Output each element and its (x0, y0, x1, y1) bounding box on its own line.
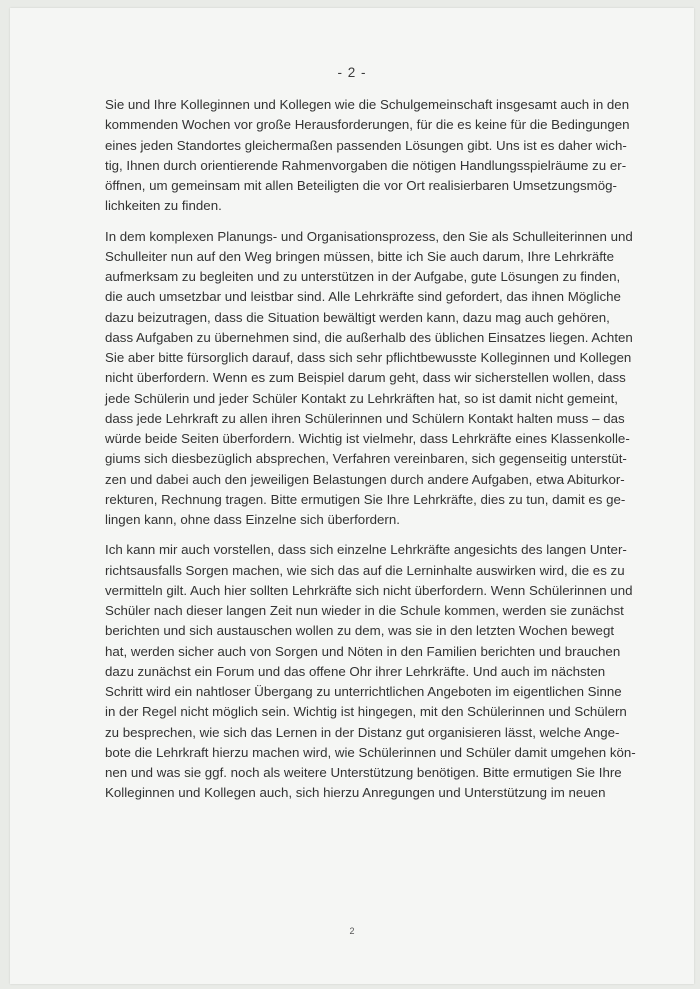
page-header-marker: - 2 - (337, 65, 367, 80)
text-line: zen und dabei auch den jeweiligen Belastungen durch andere Aufgaben, etwa Abiturkor- (105, 471, 625, 487)
text-line: nen und was sie ggf. noch als weitere Unterstützung benötigen. Bitte ermutigen Sie Ihre (105, 765, 622, 780)
document-page (10, 8, 694, 984)
page-footer-number: 2 (349, 926, 355, 936)
text-line: würde beide Seiten überfordern. Wichtig ist vielmehr, dass Lehrkräfte eines Klassenkolle- (105, 431, 630, 446)
text-line: dass jede Lehrkraft zu allen ihren Schülerinnen und Schülern Kontakt halten muss – das (105, 410, 625, 426)
paragraph-2 (105, 227, 640, 531)
text-line: Kolleginnen und Kollegen auch, sich hierzu Anregungen und Unterstützung im neuen (105, 785, 606, 801)
text-line: hat, werden sicher auch von Sorgen und Nöten in den Familien berichten und brauchen (105, 643, 621, 659)
text-line: bote die Lehrkraft hierzu machen wird, wie Schülerinnen und Schüler damit umgehen kön- (105, 744, 636, 760)
text-line: zu besprechen, wie sich das Lernen in der Distanz gut organisieren lässt, welche Ange- (105, 724, 620, 740)
text-line: Schulleiter nun auf den Weg bringen müssen, bitte ich Sie auch darum, Ihre Lehrkräfte (105, 248, 615, 264)
text-line: öffnen, um gemeinsam mit allen Beteiligten die vor Ort realisierbaren Umsetzungsmög- (105, 178, 617, 193)
paragraph-1 (105, 95, 640, 217)
text-line: tig, Ihnen durch orientierende Rahmenvorgaben die nötigen Handlungsspielräume zu er- (105, 157, 627, 173)
letter-body (105, 95, 640, 814)
text-line: jede Schülerin und jeder Schüler Kontakt zu Lehrkräften hat, so ist damit nicht gemeint, (105, 390, 618, 406)
text-line: richtsausfalls Sorgen machen, wie sich das auf die Lerninhalte auswirken wird, die es zu (105, 562, 625, 578)
text-line: Schüler nach dieser langen Zeit nun wieder in die Schule kommen, werden sie zunächst (105, 603, 624, 618)
paragraph-3 (105, 540, 640, 803)
text-line: die auch umsetzbar und leistbar sind. Alle Lehrkräfte sind gefordert, das ihnen Mögliche (105, 289, 621, 305)
text-line: dass Aufgaben zu übernehmen sind, die außerhalb des üblichen Einsatzes liegen. Achten (105, 329, 633, 345)
text-line: giums sich diesbezüglich absprechen, Verfahren vereinbaren, sich gegenseitig unterstüt- (105, 451, 627, 467)
text-line: eines jeden Standortes gleichermaßen passenden Lösungen gibt. Uns ist es daher wich- (105, 137, 627, 153)
text-line: lichkeiten zu finden. (105, 198, 222, 214)
text-line: Sie aber bitte fürsorglich darauf, dass sich sehr pflichtbewusste Kolleginnen und Kollegen (105, 350, 632, 365)
text-line: Sie und Ihre Kolleginnen und Kollegen wie die Schulgemeinschaft insgesamt auch in den (105, 97, 630, 112)
text-line: rekturen, Rechnung tragen. Bitte ermutigen Sie Ihre Lehrkräfte, dies zu tun, damit es ge- (105, 491, 626, 507)
text-line: Schritt wird ein nahtloser Übergang zu unterrichtlichen Angeboten im eigentlichen Sinne (105, 684, 622, 699)
text-line: kommenden Wochen vor große Herausforderungen, für die es keine für die Bedingungen (105, 117, 630, 133)
text-line: nicht überfordern. Wenn es zum Beispiel darum geht, dass wir sicherstellen wollen, dass (105, 370, 626, 386)
text-line: in der Regel nicht möglich sein. Wichtig ist hingegen, mit den Schülerinnen und Schülern (105, 704, 627, 720)
text-line: dazu zunächst ein Forum und das offene Ohr ihrer Lehrkräfte. Und auch im nächsten (105, 663, 606, 679)
text-line: berichten und sich austauschen wollen zu dem, was sie in den letzten Wochen bewegt (105, 623, 615, 639)
text-line: lingen kann, ohne dass Einzelne sich überfordern. (105, 512, 400, 527)
text-line: dazu beizutragen, dass die Situation bewältigt werden kann, dazu mag auch gehören, (105, 309, 610, 325)
text-line: vermitteln gilt. Auch hier sollten Lehrkräfte sich nicht überfordern. Wenn Schülerinnen und (105, 582, 633, 598)
text-line: aufmerksam zu begleiten und zu unterstützen in der Aufgabe, gute Lösungen zu finden, (105, 269, 621, 284)
text-line: In dem komplexen Planungs- und Organisationsprozess, den Sie als Schulleiterinnen und (105, 228, 633, 244)
text-line: Ich kann mir auch vorstellen, dass sich einzelne Lehrkräfte angesichts des langen Unter- (105, 542, 627, 558)
